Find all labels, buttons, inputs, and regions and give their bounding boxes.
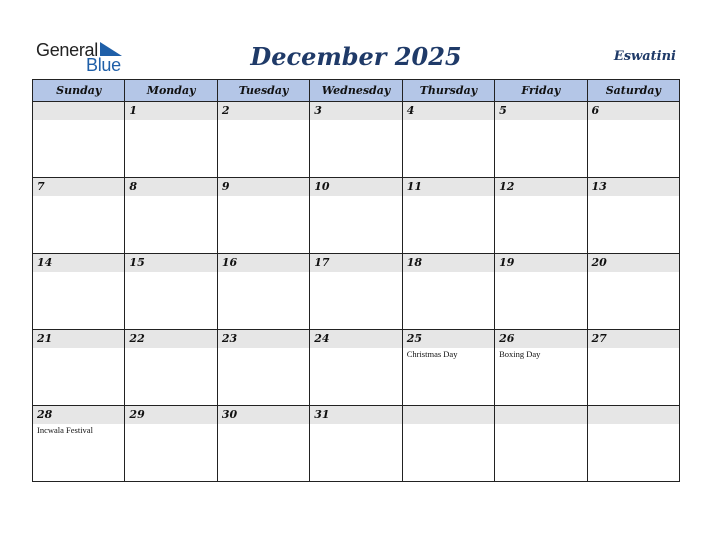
- day-cell[interactable]: [495, 330, 587, 406]
- day-cell[interactable]: [310, 254, 402, 330]
- day-cell[interactable]: [587, 254, 679, 330]
- day-cell[interactable]: [402, 330, 494, 406]
- day-number: 14: [33, 254, 124, 272]
- day-number: 16: [218, 254, 309, 272]
- day-number: 10: [310, 178, 401, 196]
- day-number: 26: [495, 330, 586, 348]
- week-row: [33, 406, 680, 482]
- day-number: 28: [33, 406, 124, 424]
- day-cell[interactable]: [33, 330, 125, 406]
- day-cell[interactable]: [125, 330, 217, 406]
- weekday-header: Saturday: [587, 80, 679, 102]
- day-cell[interactable]: [402, 254, 494, 330]
- day-number: 19: [495, 254, 586, 272]
- day-number: [495, 406, 586, 424]
- day-cell[interactable]: [217, 330, 309, 406]
- day-number: 4: [403, 102, 494, 120]
- holiday-label: Incwala Festival: [37, 425, 93, 435]
- logo-text-general: General: [36, 40, 98, 60]
- day-number: 3: [310, 102, 401, 120]
- day-number: 6: [588, 102, 679, 120]
- weekday-header: Monday: [125, 80, 217, 102]
- day-number: 17: [310, 254, 401, 272]
- day-cell[interactable]: [310, 102, 402, 178]
- weekday-header: Wednesday: [310, 80, 402, 102]
- week-row: [33, 102, 680, 178]
- day-cell[interactable]: [217, 102, 309, 178]
- day-number: 1: [125, 102, 216, 120]
- day-cell[interactable]: [495, 178, 587, 254]
- day-cell[interactable]: [587, 330, 679, 406]
- day-cell[interactable]: [310, 406, 402, 482]
- day-cell[interactable]: [125, 102, 217, 178]
- day-number: 23: [218, 330, 309, 348]
- week-row: [33, 178, 680, 254]
- day-cell[interactable]: [402, 178, 494, 254]
- day-number: 29: [125, 406, 216, 424]
- day-number: 22: [125, 330, 216, 348]
- day-cell[interactable]: [33, 102, 125, 178]
- weekday-header: Tuesday: [217, 80, 309, 102]
- day-number: 9: [218, 178, 309, 196]
- day-cell[interactable]: [495, 254, 587, 330]
- day-number: [403, 406, 494, 424]
- day-number: 21: [33, 330, 124, 348]
- day-number: 27: [588, 330, 679, 348]
- day-number: 18: [403, 254, 494, 272]
- week-row: [33, 254, 680, 330]
- weekday-header: Sunday: [33, 80, 125, 102]
- day-cell[interactable]: [33, 178, 125, 254]
- weekday-header-row: [33, 80, 680, 102]
- calendar-title: December 2025: [250, 42, 462, 71]
- day-cell[interactable]: [402, 102, 494, 178]
- holiday-label: Christmas Day: [406, 349, 458, 359]
- day-number: 31: [310, 406, 401, 424]
- day-cell[interactable]: [495, 102, 587, 178]
- day-number: 24: [310, 330, 401, 348]
- day-cell[interactable]: [310, 178, 402, 254]
- day-cell[interactable]: [125, 254, 217, 330]
- calendar-grid: [32, 79, 680, 482]
- day-cell[interactable]: [217, 178, 309, 254]
- day-number: 5: [495, 102, 586, 120]
- day-number: 12: [495, 178, 586, 196]
- day-number: 8: [125, 178, 216, 196]
- day-number: 13: [588, 178, 679, 196]
- day-cell[interactable]: [125, 406, 217, 482]
- day-number: 30: [218, 406, 309, 424]
- day-cell[interactable]: [33, 254, 125, 330]
- day-number: 2: [218, 102, 309, 120]
- week-row: [33, 330, 680, 406]
- day-cell[interactable]: [402, 406, 494, 482]
- day-cell[interactable]: [33, 406, 125, 482]
- holiday-label: Boxing Day: [499, 349, 541, 359]
- day-cell[interactable]: [125, 178, 217, 254]
- day-number: [33, 102, 124, 120]
- day-cell[interactable]: [217, 406, 309, 482]
- country-label: Eswatini: [613, 49, 676, 64]
- day-cell[interactable]: [587, 102, 679, 178]
- day-number: 25: [403, 330, 494, 348]
- day-number: [588, 406, 679, 424]
- logo-text-blue: Blue: [86, 55, 121, 75]
- day-cell[interactable]: [587, 406, 679, 482]
- day-cell[interactable]: [217, 254, 309, 330]
- day-cell[interactable]: [310, 330, 402, 406]
- day-cell[interactable]: [495, 406, 587, 482]
- day-number: 20: [588, 254, 679, 272]
- day-cell[interactable]: [587, 178, 679, 254]
- weekday-header: Thursday: [402, 80, 494, 102]
- day-number: 15: [125, 254, 216, 272]
- day-number: 11: [403, 178, 494, 196]
- day-number: 7: [33, 178, 124, 196]
- weekday-header: Friday: [495, 80, 587, 102]
